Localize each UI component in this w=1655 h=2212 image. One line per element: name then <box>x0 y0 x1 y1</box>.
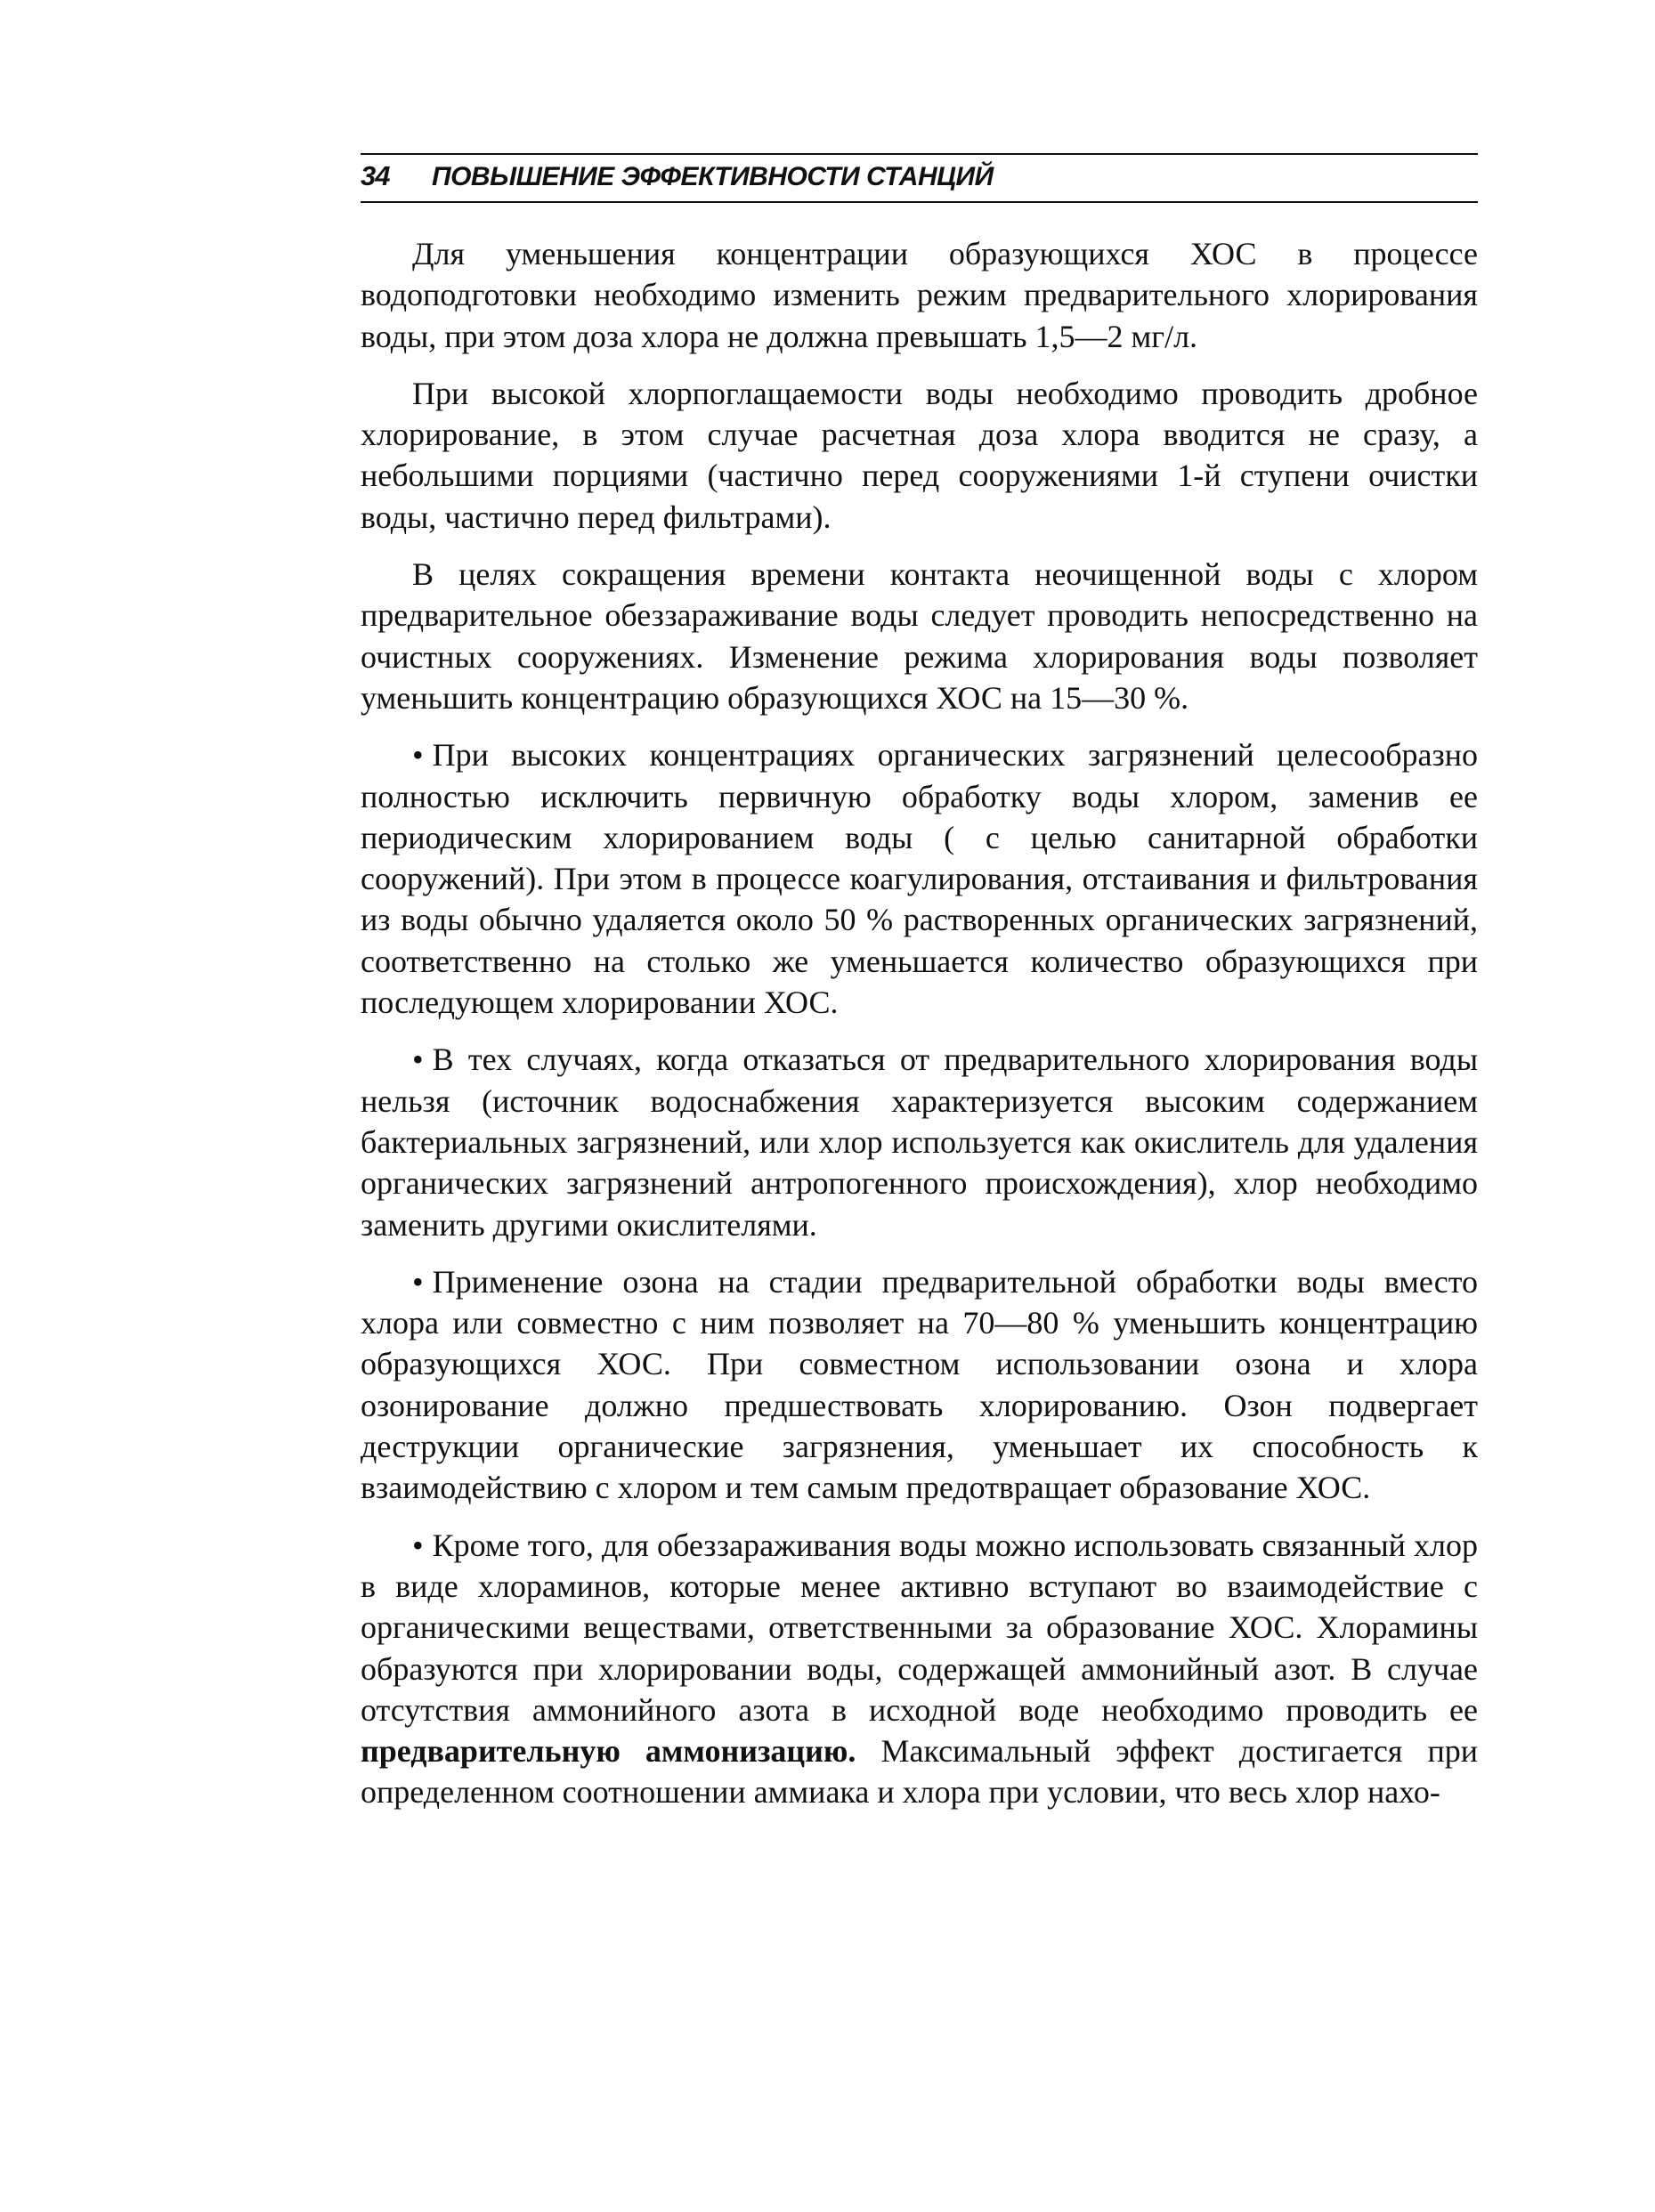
bullet-paragraph-1: • При высоких концентрациях органических загрязнений целесообразно полностью исключить первичную обработку воды хлором, заменив ее периодическим хлорированием воды ( с целью санитарной обработки сооружений). При этом в процессе коагулирования, отстаивания и фильтрования из воды обычно удаляется около 50 % растворенных органических загрязнений, соответственно на столько же уменьшается количество образующихся при последующем хлорировании ХОС. <box>361 734 1478 1023</box>
emphasized-term: предварительную аммонизацию. <box>361 1733 856 1770</box>
page-number: 34 <box>361 160 390 191</box>
bullet-paragraph-2: • В тех случаях, когда отказаться от предварительного хлорирования воды нельзя (источник водоснабжения характеризуется высоким содержанием бактериальных загрязнений, или хлор используется как окислитель для удаления органических загрязнений антропогенного происхождения), хлор необходимо заменить другими окислителями. <box>361 1039 1478 1244</box>
paragraph-1: Для уменьшения концентрации образующихся ХОС в процессе водоподготовки необходимо изменить режим предварительного хлорирования воды, при этом доза хлора не должна превышать 1,5—2 мг/л. <box>361 236 1478 354</box>
bullet-paragraph-3: • Применение озона на стадии предварительной обработки воды вместо хлора или совместно с ним позволяет на 70—80 % уменьшить концентрацию образующихся ХОС. При совместном использовании озона и хлора озонирование должно предшествовать хлорированию. Озон подвергает деструкции органические загрязнения, уменьшает их способность к взаимодействию с хлором и тем самым предотвращает образование ХОС. <box>361 1261 1478 1509</box>
bullet-paragraph-4 <box>361 1525 1478 1813</box>
paragraph-text-before: Кроме того, для обеззараживания воды можно использовать связанный хлор в виде хлораминов, которые менее активно вступают во взаимодействие с органическими веществами, ответственными за образование ХОС. Хлорамины образуются при хлорировании воды, содержащей аммонийный азот. В случае отсутствия аммонийного азота в исходной воде необходимо проводить ее <box>361 1527 1478 1728</box>
page-body <box>361 233 1478 1829</box>
paragraph-2: При высокой хлорпоглащаемости воды необходимо проводить дробное хлорирование, в этом случае расчетная доза хлора вводится не сразу, а небольшими порциями (частично перед сооружениями 1-й ступени очистки воды, частично перед фильтрами). <box>361 375 1478 535</box>
paragraph-text-after: Максимальный эффект достигается при определенном соотношении аммиака и хлора при условии, что весь хлор нахо- <box>361 1733 1478 1811</box>
running-title: ПОВЫШЕНИЕ ЭФФЕКТИВНОСТИ СТАНЦИЙ <box>432 162 994 191</box>
running-header <box>361 153 1478 203</box>
paragraph-3: В целях сокращения времени контакта неочищенной воды с хлором предварительное обеззараживание воды следует проводить непосредственно на очистных сооружениях. Изменение режима хлорирования воды позволяет уменьшить концентрацию образующихся ХОС на 15—30 %. <box>361 556 1478 716</box>
